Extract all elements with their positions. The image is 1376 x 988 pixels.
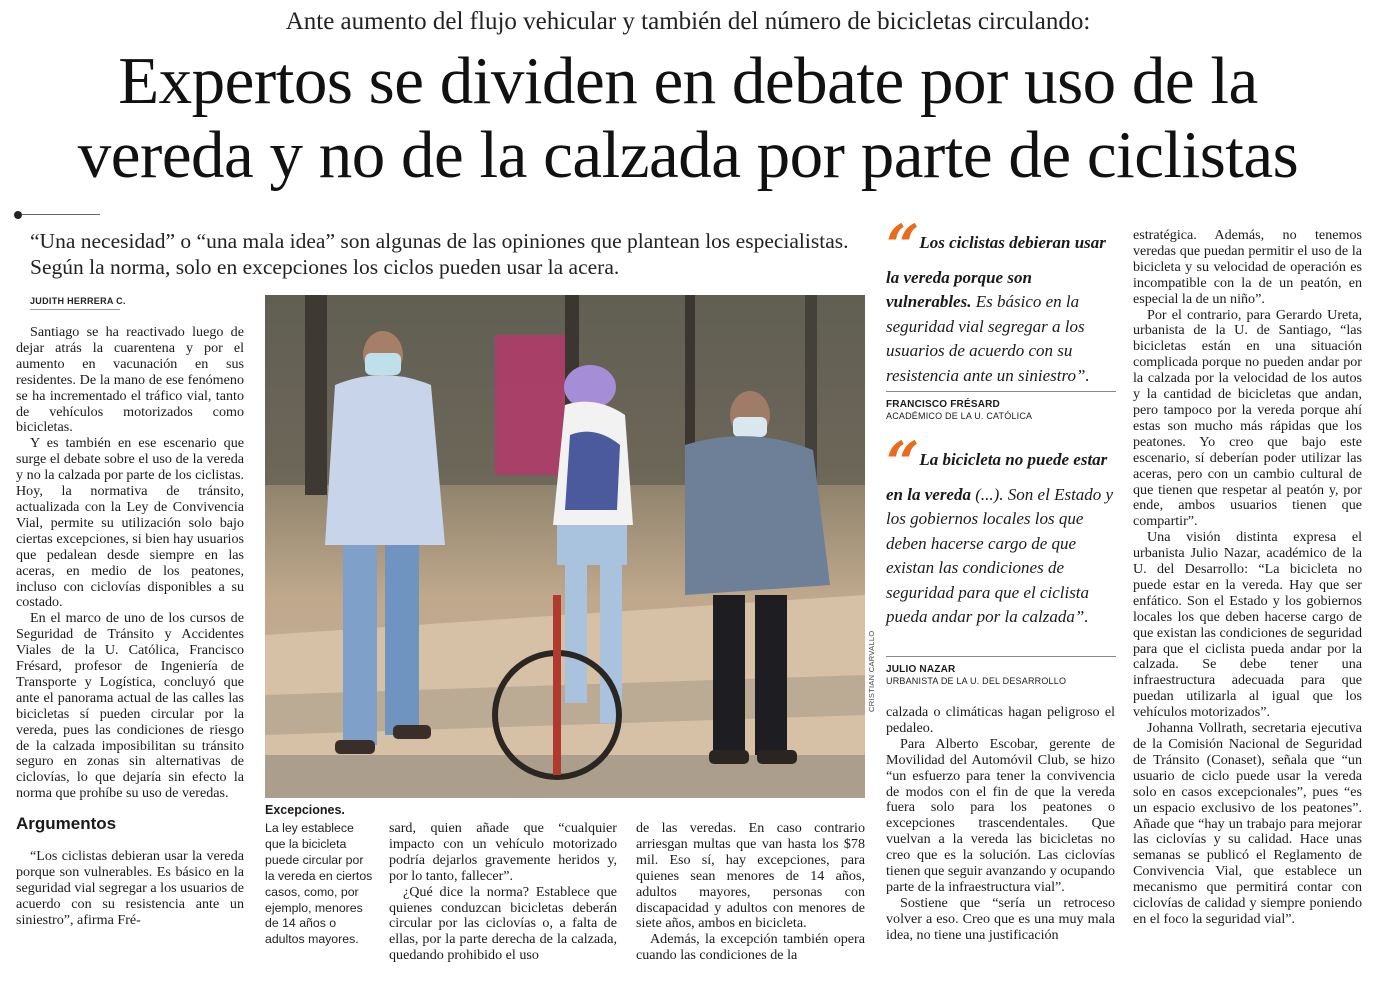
- paragraph: Y es también en ese escenario que surge el debate sobre el uso de la vereda y no la calzada por parte de los ciclistas. Hoy, la normativa de tránsito, actualizada con la Ley de Convivencia Vial, permite su utilización solo bajo ciertas excepciones, si bien hay usuarios que pedalean desde siempre en las aceras, en medio de los peatones, incluso con ciclovías disponibles a su costado.: [16, 435, 244, 611]
- quote-author-role: ACADÉMICO DE LA U. CATÓLICA: [886, 411, 1033, 421]
- quote-text: Es básico en la seguridad vial segregar a los usuarios de acuerdo con su resistencia ante un siniestro”.: [886, 292, 1090, 385]
- cyclists-photo: [265, 295, 865, 798]
- section-rule: [22, 214, 100, 215]
- paragraph: Por el contrario, para Gerardo Ureta, urbanista de la U. de Santiago, “las bicicletas están en una situación complicada porque no pueden andar por la calzada por la velocidad de los autos y la cantidad de bicicletas que andan, pero tampoco por la vereda porque ahí estas son mucho más rápidas que los peatones. Yo creo que bajo este escenario, sí deberían poder utilizar las aceras, pero con un cambio cultural de que tienen que respetar al peatón y, por ende, ambos usuarios tienen que compartir”.: [1133, 306, 1362, 530]
- deck: “Una necesidad” o “una mala idea” son algunas de las opiniones que plantean los especialistas. Según la norma, solo en excepciones los ciclos pueden usar la acera.: [30, 229, 849, 279]
- pull-quote-fresard: [886, 212, 1116, 388]
- paragraph: Sostiene que “sería un retroceso volver a eso. Creo que es una muy mala idea, no tiene una justificación: [886, 894, 1115, 943]
- photo-illustration: [265, 295, 865, 798]
- quote-bold: La bicicleta no puede estar en la vereda: [886, 450, 1108, 504]
- paragraph: sard, quien añade que “cualquier impacto con un vehículo motorizado podría dejarlos gravemente heridos y, por lo tanto, fallecer”.: [389, 820, 617, 884]
- quote-rule: [886, 391, 1116, 392]
- quote-bold: Los ciclistas debieran usar la vereda porque son vulnerables.: [886, 233, 1106, 312]
- subhead-argumentos: Argumentos: [16, 814, 117, 834]
- article-column-5: [886, 705, 1115, 944]
- headline-line-1: Expertos se dividen en debate por uso de la: [118, 44, 1258, 118]
- article-column-6: [1133, 228, 1362, 928]
- quote-rule: [886, 656, 1116, 657]
- paragraph: Para Alberto Escobar, gerente de Movilidad del Automóvil Club, se hizo “un esfuerzo para tener la convivencia de modos con el fin de que la vereda fuera solo para los peatones o excepciones trascendentales. Que vuelvan a la vereda las bicicletas no creo que es la solución. Las ciclovías tienen que seguir avanzando y ocupando parte de la infraestructura vial”.: [886, 735, 1115, 895]
- paragraph: de las veredas. En caso contrario arriesgan multas que van hasta los $78 mil. Eso sí, hay excepciones, para quienes sean menores de 14 años, adultos mayores, personas con discapacidad y adultos con menores de siete años, ambos en bicicleta.: [636, 820, 865, 932]
- photo-caption-title: Excepciones.: [265, 803, 345, 817]
- article-column-4: [636, 821, 865, 964]
- headline-line-2: vereda y no de la calzada por parte de ciclistas: [77, 118, 1299, 192]
- pull-quote-nazar: [886, 429, 1116, 629]
- paragraph: En el marco de uno de los cursos de Seguridad de Tránsito y Accidentes Viales de la U. Católica, Francisco Frésard, profesor de Ingeniería de Transporte y Logística, concluyó que ante el panorama actual de las calles las bicicletas sí pueden circular por la vereda, pues las condiciones de riesgo de la calzada imposibilitan su tránsito seguro en zonas sin alternativas de ciclovías, lo que dejaría sin efecto la norma que prohíbe su uso de veredas.: [16, 610, 244, 802]
- photo-credit: CRISTIAN CARVALLO: [867, 630, 876, 712]
- paragraph: ¿Qué dice la norma? Establece que quienes conduzcan bicicletas deberán circular por las ciclovías o, a falta de ellas, por la parte derecha de la calzada, quedando prohibido el uso: [389, 883, 617, 964]
- paragraph: Además, la excepción también opera cuando las condiciones de la: [636, 931, 865, 964]
- quote-mark-icon: “: [886, 212, 912, 280]
- quote-text: (...). Son el Estado y los gobiernos locales los que deben hacerse cargo de que existan las condiciones de seguridad para que el ciclista pueda andar por la calzada”.: [886, 485, 1114, 627]
- section-dot: [14, 211, 22, 219]
- paragraph: Johanna Vollrath, secretaria ejecutiva de la Comisión Nacional de Seguridad de Tránsito (Conaset), señala que “un usuario de ciclo puede usar la vereda solo en casos excepcionales”, pues “es un espacio exclusivo de los peatones”. Añade que “hay un trabajo para mejorar las ciclovías y su calidad. Hace unas semanas se publicó el Reglamento de Convivencia Vial, que establece un mecanismo que permitirá contar con ciclovías de calidad y siempre poniendo en el foco la seguridad vial”.: [1133, 720, 1362, 927]
- byline-rule: [30, 309, 120, 310]
- paragraph: estratégica. Además, no tenemos veredas que puedan permitir el uso de la bicicleta y su velocidad de operación es incompatible con la de un peatón, en especial la de un niño”.: [1133, 227, 1362, 307]
- paragraph: Santiago se ha reactivado luego de dejar atrás la cuarentena y por el aumento en vacunación en sus residentes. De la mano de ese fenómeno se ha incrementado el tráfico vial, tanto de vehículos motorizados como bicicletas.: [16, 324, 244, 436]
- photo-caption: La ley establece que la bicicleta puede circular por la vereda en ciertos casos, como, por ejemplo, menores de 14 años o adultos mayores.: [265, 821, 373, 947]
- paragraph: “Los ciclistas debieran usar la vereda porque son vulnerables. Es básico en la seguridad vial segregar a los usuarios de acuerdo con su resistencia ante un siniestro”, afirma Fré-: [16, 848, 244, 928]
- article-column-3: [389, 821, 617, 964]
- byline: JUDITH HERRERA C.: [30, 296, 126, 306]
- quote-mark-icon: “: [886, 429, 912, 497]
- headline: [0, 44, 1376, 192]
- quote-author-role: URBANISTA DE LA U. DEL DESARROLLO: [886, 676, 1067, 686]
- quote-author: JULIO NAZAR: [886, 664, 956, 675]
- kicker: Ante aumento del flujo vehicular y también del número de bicicletas circulando:: [285, 8, 1091, 35]
- quote-author: FRANCISCO FRÉSARD: [886, 399, 1000, 410]
- article-column-1: [16, 325, 244, 929]
- paragraph: calzada o climáticas hagan peligroso el pedaleo.: [886, 704, 1115, 736]
- paragraph: Una visión distinta expresa el urbanista Julio Nazar, académico de la U. del Desarrollo: “La bicicleta no puede estar en la vereda. Hay que ser enfático. Son el Estado y los gobiernos locales los que deben hacerse cargo de que existan las condiciones de seguridad para que el ciclista pueda andar por la calzada. Se debe tener una infraestructura adecuada para que puedan utilizarla al igual que los vehículos motorizados”.: [1133, 529, 1362, 721]
